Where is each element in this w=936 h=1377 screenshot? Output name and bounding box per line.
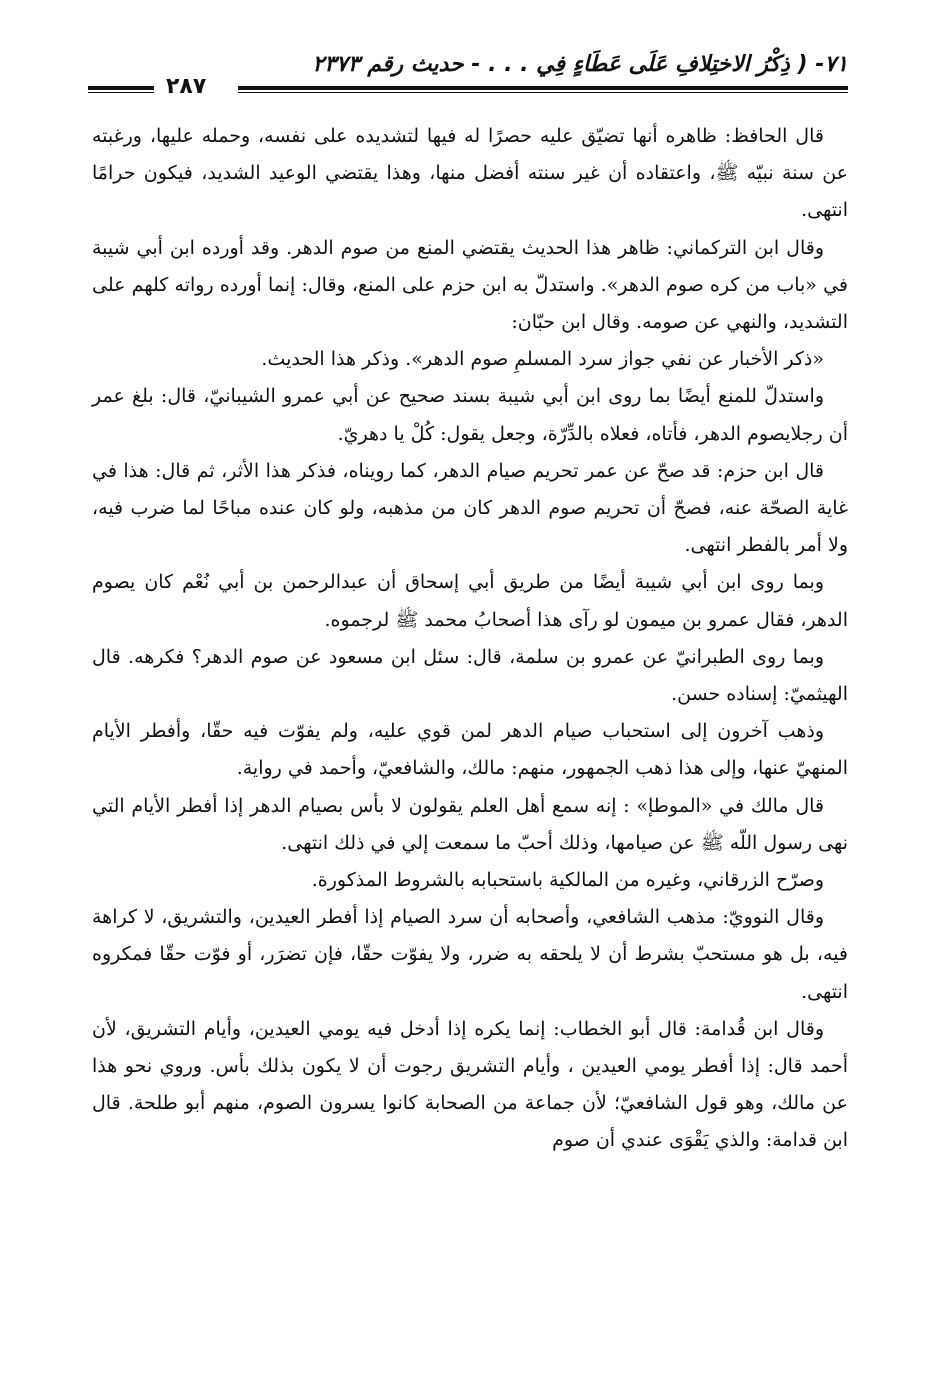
paragraph: «ذكر الأخبار عن نفي جواز سرد المسلمِ صوم الدهر». وذكر هذا الحديث. [261,348,824,371]
paragraph: قال ابن حزم: قد صحّ عن عمر تحريم صيام الدهر، كما رويناه، فذكر هذا الأثر، ثم قال: هذا في غاية الصحّة عنه، فصحّ أن تحريم صوم الدهر كان من مذهبه، ولو كان عنده مباحًا لما ضرب فيه، ولا أمر بالفطر انتهى. [92,459,848,557]
paragraph: وقال ابن التركماني: ظاهر هذا الحديث يقتضي المنع من صوم الدهر. وقد أورده ابن أبي شيبة في «باب من كره صوم الدهر». واستدلّ به ابن حزم على المنع، وقال: إنما أورده رواته كلهم على التشديد، والنهي عن صومه. وقال ابن حبّان: [92,236,848,334]
header-rule [238,86,848,93]
paragraph: وقال النوويّ: مذهب الشافعي، وأصحابه أن سرد الصيام إذا أفطر العيدين، والتشريق، لا كراهة فيه، بل هو مستحبّ بشرط أن لا يلحقه به ضرر، ولا يفوّت حقّا، فإن تضرَر، أو فوّت حقّا فمكروه انتهى. [92,906,848,1003]
page-number: ٢٨٧ [166,74,207,99]
paragraph: وبما روى ابن أبي شيبة أيضًا من طريق أبي إسحاق أن عبدالرحمن بن أبي نُعْم كان يصوم الدهر، فقال عمرو بن ميمون لو رآى هذا أصحابُ محمد ﷺ لرجموه. [92,571,848,631]
paragraph: واستدلّ للمنع أيضًا بما روى ابن أبي شيبة بسند صحيح عن أبي عمرو الشيبانيّ، قال: بلغ عمر أن رجلايصوم الدهر، فأتاه، فعلاه بالدِّرّة، وجعل يقول: كُلْ يا دهريّ. [92,385,848,445]
running-title: ٧١- ( ذِكْرُ الاختِلافِ عَلَى عَطَاءٍ فِي . . . - حديث رقم ٢٣٧٣ [312,52,848,77]
paragraph: قال مالك في «الموطإ» : إنه سمع أهل العلم يقولون لا بأس بصيام الدهر إذا أفطر الأيام التي نهى رسول اللّه ﷺ عن صيامها، وذلك أحبّ ما سمعت إلي في ذلك انتهى. [92,794,848,854]
paragraph: وذهب آخرون إلى استحباب صيام الدهر لمن قوي عليه، ولم يفوّت فيه حقّا، وأفطر الأيام المنهيّ عنها، وإلى هذا ذهب الجمهور، منهم: مالك، والشافعيّ، وأحمد في رواية. [92,720,848,780]
page-number-rule [88,86,154,93]
page-body [92,118,848,1160]
page-header [88,46,848,102]
paragraph: وصرّح الزرقاني، وغيره من المالكية باستحبابه بالشروط المذكورة. [311,869,824,892]
paragraph: قال الحافظ: ظاهره أنها تضيّق عليه حصرًا له فيها لتشديده على نفسه، وحمله عليها، ورغبته عن سنة نبيّه ﷺ، واعتقاده أن غير سنته أفضل منها، وهذا يقتضي الوعيد الشديد، فيكون حرامًا انتهى. [92,125,848,222]
paragraph: وقال ابن قُدامة: قال أبو الخطاب: إنما يكره إذا أدخل فيه يومي العيدين، وأيام التشريق، لأن أحمد قال: إذا أفطر يومي العيدين ، وأيام التشريق رجوت أن لا يكون بذلك بأس. وروي نحو هذا عن مالك، وهو قول الشافعيّ؛ لأن جماعة من الصحابة كانوا يسرون الصوم، منهم أبو طلحة. قال ابن قدامة: والذي يَقْوَى عندي أن صوم [92,1017,848,1152]
paragraph: وبما روى الطبرانيّ عن عمرو بن سلمة، قال: سئل ابن مسعود عن صوم الدهر؟ فكرهه. قال الهيثميّ: إسناده حسن. [92,645,848,706]
